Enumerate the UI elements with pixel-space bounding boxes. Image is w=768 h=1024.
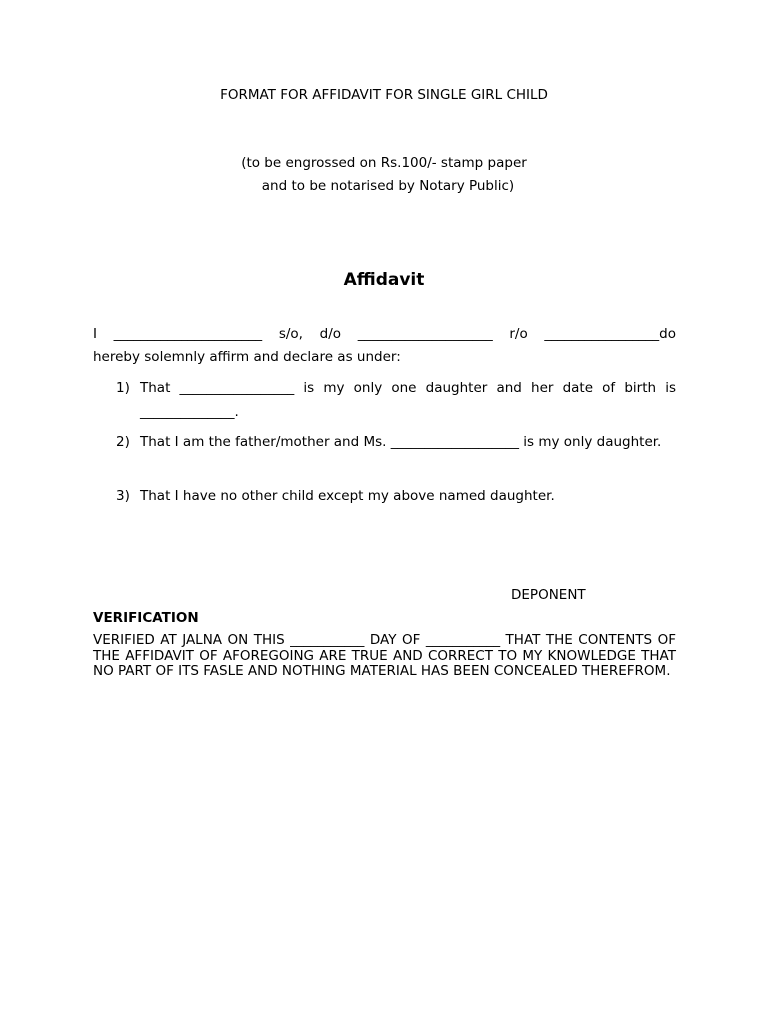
list-item	[116, 484, 676, 508]
list-item-number: 1)	[116, 380, 130, 396]
list-item-text: That _________________ is my only one daughter and her date of birth is ______________.	[140, 380, 676, 420]
list-item	[116, 430, 676, 454]
affidavit-title: Affidavit	[343, 270, 425, 290]
intro-paragraph	[93, 323, 676, 369]
list-item-number: 2)	[116, 434, 130, 450]
deponent-label: DEPONENT	[511, 587, 586, 603]
intro-line-2: hereby solemnly affirm and declare as under:	[93, 349, 401, 365]
list-item-number: 3)	[116, 488, 130, 504]
list-item-text: That I have no other child except my above named daughter.	[140, 488, 555, 504]
document-header: FORMAT FOR AFFIDAVIT FOR SINGLE GIRL CHILD	[220, 87, 548, 103]
notary-note: and to be notarised by Notary Public)	[261, 178, 515, 194]
intro-line-1: I ______________________ s/o, d/o ____________________ r/o _________________do	[93, 326, 676, 342]
verification-heading: VERIFICATION	[93, 610, 199, 626]
stamp-paper-note: (to be engrossed on Rs.100/- stamp paper	[241, 155, 527, 171]
list-item	[116, 376, 676, 424]
verification-text: VERIFIED AT JALNA ON THIS ___________ DAY OF ___________ THAT THE CONTENTS OF THE AFFIDAVIT OF AFOREGOING ARE TRUE AND CORRECT TO MY KNOWLEDGE THAT NO PART OF ITS FASLE AND NOTHING MATERIAL HAS BEEN CONCEALED THEREFROM.	[93, 632, 676, 679]
list-item-text: That I am the father/mother and Ms. ___________________ is my only daughter.	[140, 434, 662, 450]
